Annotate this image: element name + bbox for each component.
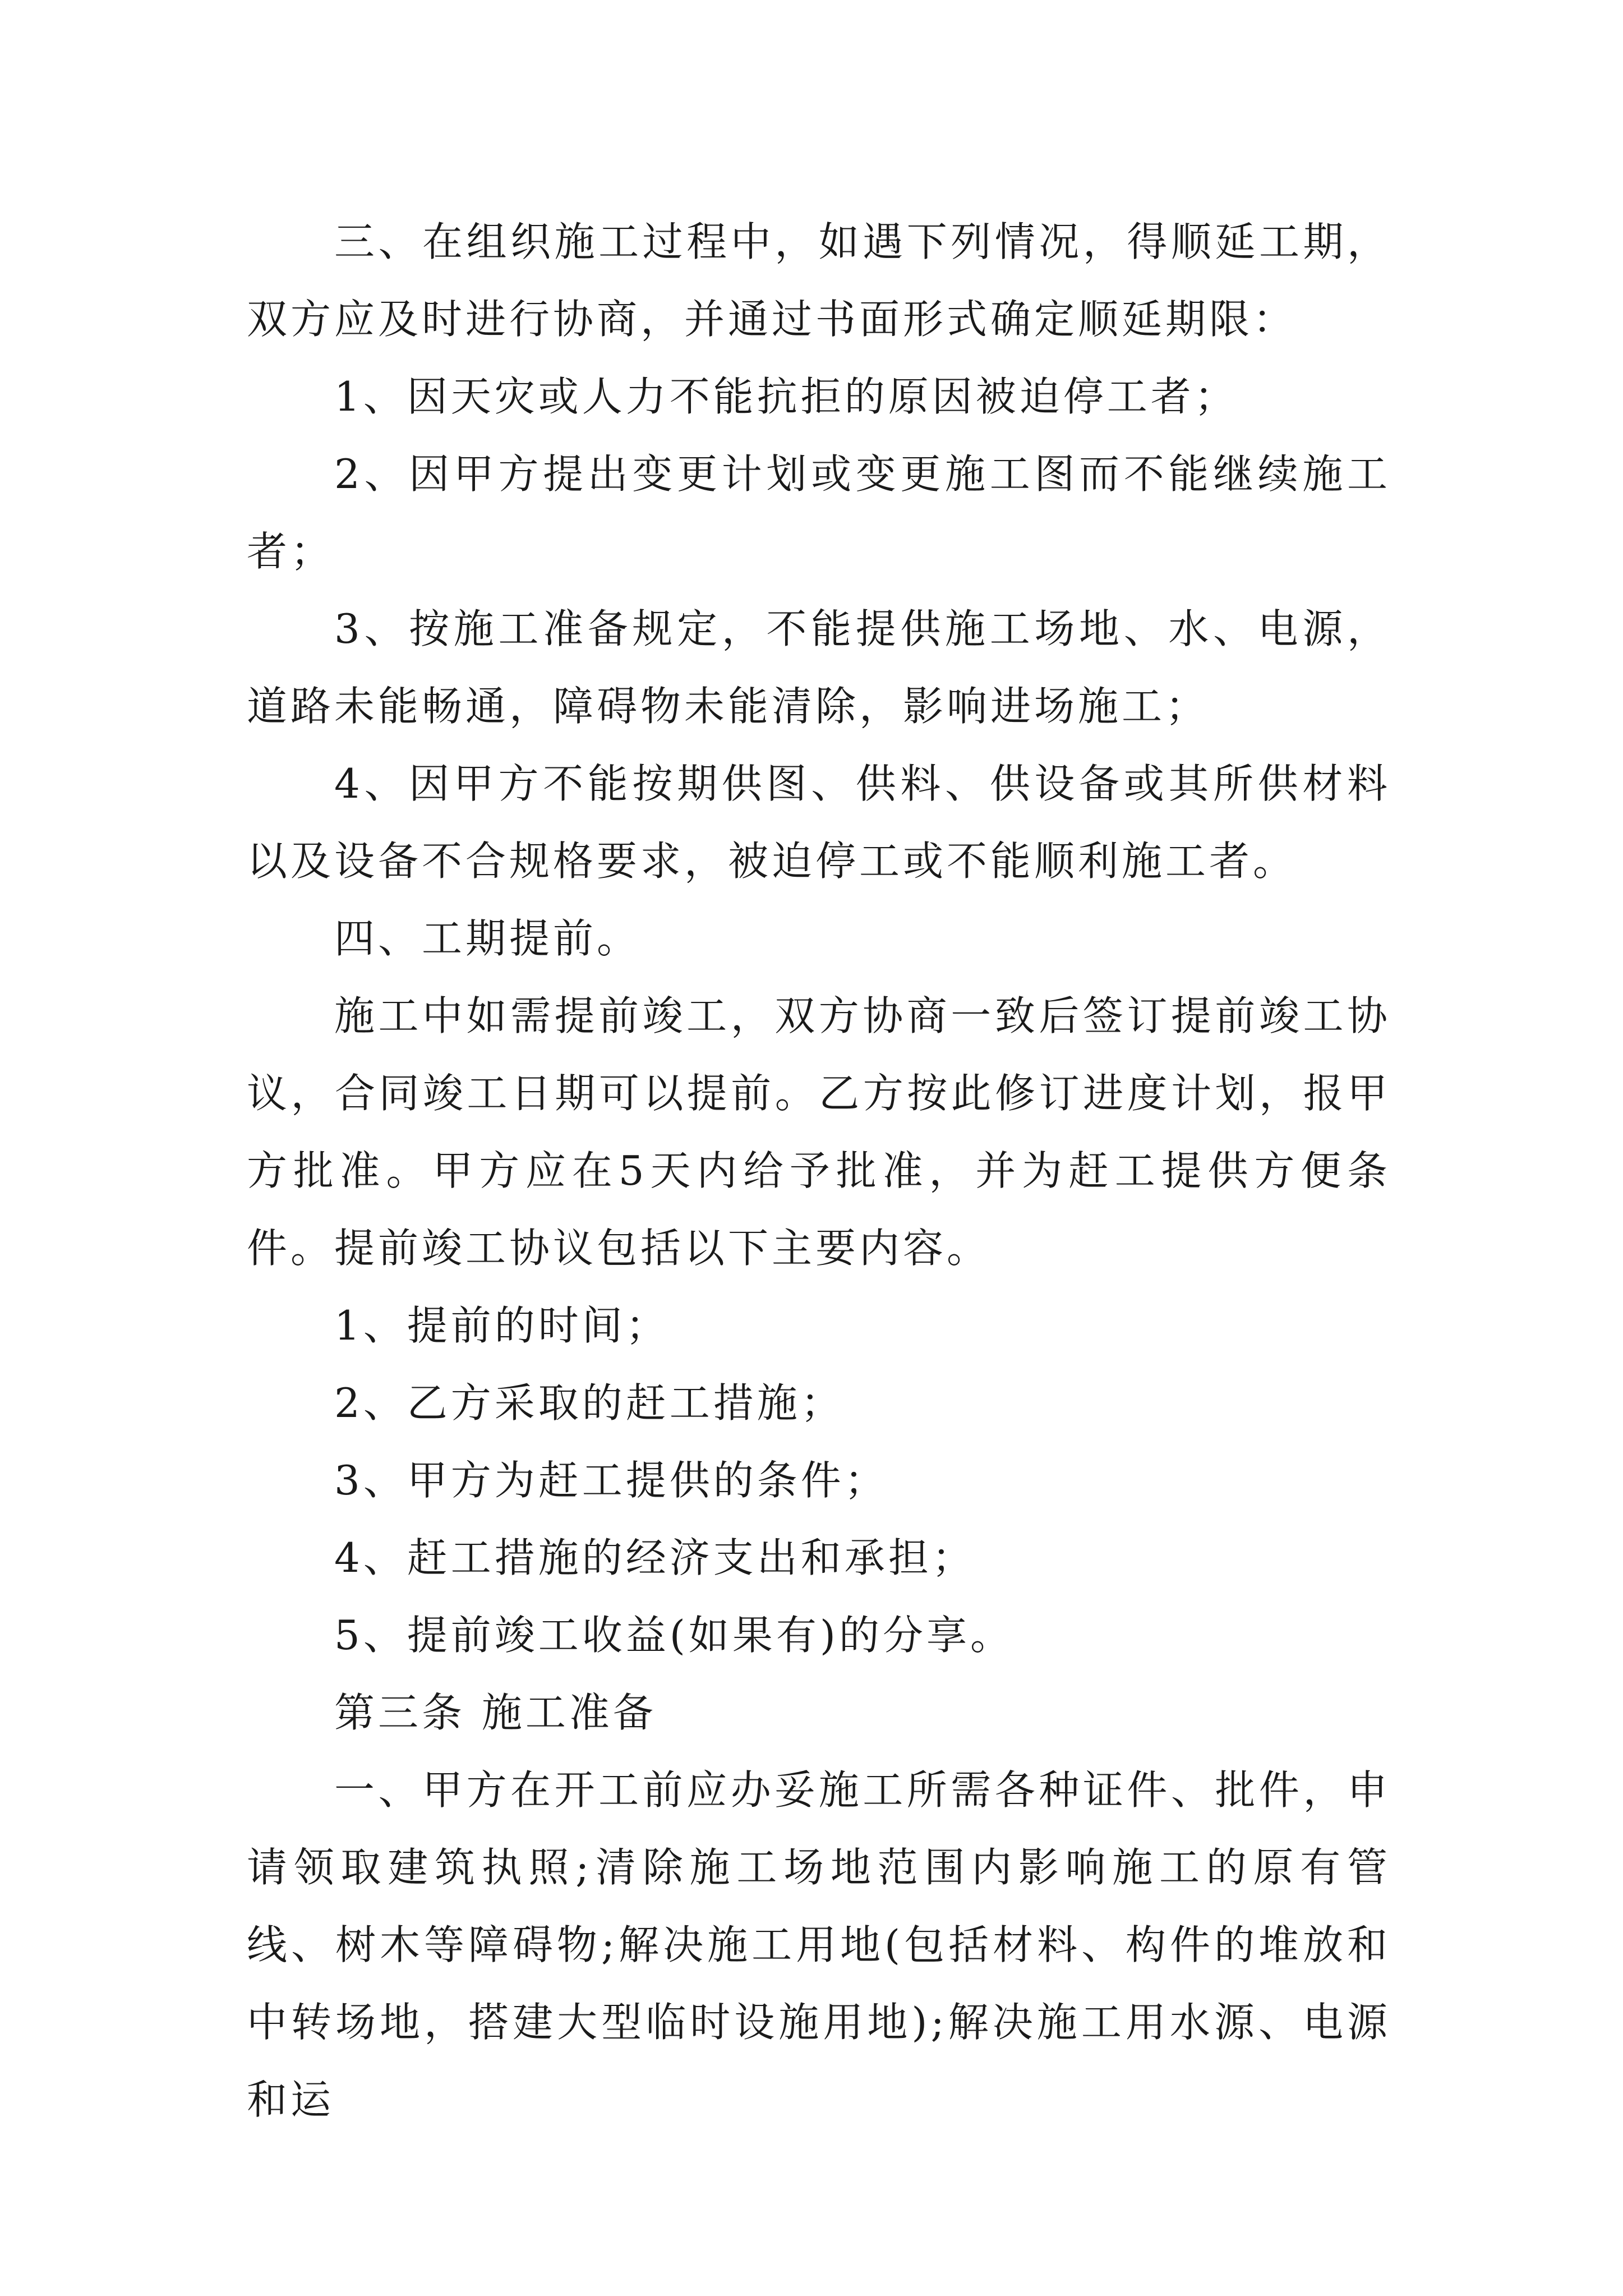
paragraph-article-3-heading: 第三条 施工准备 xyxy=(334,1689,657,1736)
paragraph-item-4: 4、因甲方不能按期供图、供料、供设备或其所供材料以及设备不合规格要求，被迫停工或不能顺利施工者。 xyxy=(247,760,1391,885)
paragraph-early-item-2: 2、乙方采取的赶工措施； xyxy=(334,1379,845,1427)
paragraph-item-3: 3、按施工准备规定，不能提供施工场地、水、电源，道路未能畅通，障碍物未能清除，影响进场施工； xyxy=(247,605,1391,730)
paragraph-early-item-3: 3、甲方为赶工提供的条件； xyxy=(334,1457,888,1504)
paragraph-item-2: 2、因甲方提出变更计划或变更施工图而不能继续施工者； xyxy=(247,450,1391,575)
paragraph-preparation-1: 一、甲方在开工前应办妥施工所需各种证件、批件，申请领取建筑执照;清除施工场地范围内影响施工的原有管线、树木等障碍物;解决施工用地(包括材料、构件的堆放和中转场地，搭建大型临时设施用地);解决施工用水源、电源和运 xyxy=(247,1766,1391,2123)
paragraph-early-item-4: 4、赶工措施的经济支出和承担； xyxy=(334,1534,976,1581)
paragraph-early-item-5: 5、提前竣工收益(如果有)的分享。 xyxy=(334,1612,1014,1659)
document-body xyxy=(247,203,1391,2138)
paragraph-clause-3: 三、在组织施工过程中，如遇下列情况，得顺延工期，双方应及时进行协商，并通过书面形式确定顺延期限： xyxy=(247,218,1391,343)
paragraph-clause-4-heading: 四、工期提前。 xyxy=(334,915,641,962)
paragraph-early-item-1: 1、提前的时间； xyxy=(334,1302,670,1349)
paragraph-early-completion: 施工中如需提前竣工，双方协商一致后签订提前竣工协议，合同竣工日期可以提前。乙方按此修订进度计划，报甲方批准。甲方应在5天内给予批准，并为赶工提供方便条件。提前竣工协议包括以下主要内容。 xyxy=(247,992,1391,1272)
paragraph-item-1: 1、因天灾或人力不能抗拒的原因被迫停工者； xyxy=(334,373,1238,420)
